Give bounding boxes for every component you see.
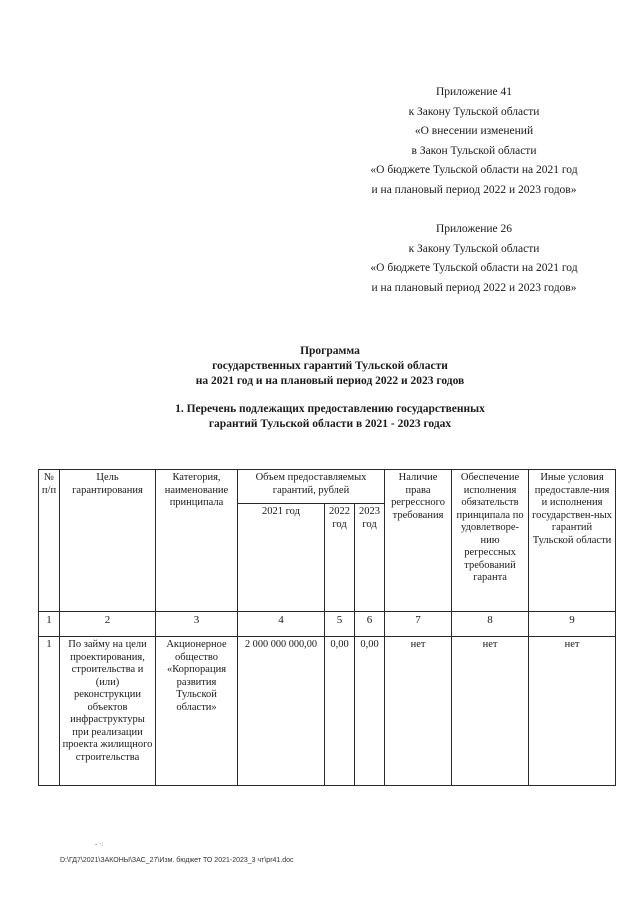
row-category: Акционерное общество «Корпорация развития Тульской области» <box>156 637 238 786</box>
row-amount-2023: 0,00 <box>355 637 385 786</box>
footer-file-path: D:\ГД7\2021\ЗАКОНЫ\ЗАС_27\Изм. бюджет ТО 2021-2023_3 чт\pr41.doc <box>60 857 294 864</box>
section-title-line: гарантий Тульской области в 2021 - 2023 годах <box>208 418 452 430</box>
row-num: 1 <box>39 637 60 786</box>
appendix-41-line: к Закону Тульской области <box>408 105 540 118</box>
appendix-26-block <box>340 220 608 298</box>
scan-mark: - ·: <box>95 840 104 848</box>
column-number: 2 <box>60 612 156 637</box>
column-number: 8 <box>452 612 529 637</box>
table-header-row <box>39 470 616 504</box>
column-number: 4 <box>238 612 325 637</box>
column-number: 6 <box>355 612 385 637</box>
appendix-41-line: в Закон Тульской области <box>411 144 537 157</box>
row-amount-2022: 0,00 <box>325 637 355 786</box>
program-title-line: государственных гарантий Тульской области <box>212 360 448 372</box>
appendix-26-line: и на плановый период 2022 и 2023 годов» <box>371 281 577 294</box>
appendix-26-line: к Закону Тульской области <box>408 242 540 255</box>
section-title-line: 1. Перечень подлежащих предоставлению государственных <box>175 403 485 415</box>
header-year-2023: 2023 год <box>355 504 385 612</box>
column-number: 1 <box>39 612 60 637</box>
appendix-26-line: «О бюджете Тульской области на 2021 год <box>370 262 578 274</box>
column-number: 7 <box>385 612 452 637</box>
header-regress: Наличие права регрессного требования <box>385 470 452 612</box>
program-title-line: Программа <box>300 345 360 357</box>
appendix-41-line: «О бюджете Тульской области на 2021 год <box>370 164 578 176</box>
column-number: 9 <box>529 612 616 637</box>
header-category: Категория, наименование принципала <box>156 470 238 612</box>
appendix-41-line: и на плановый период 2022 и 2023 годов» <box>371 183 577 196</box>
row-other-conditions: нет <box>529 637 616 786</box>
row-amount-2021: 2 000 000 000,00 <box>238 637 325 786</box>
column-number-row <box>39 612 616 637</box>
header-num: № п/п <box>39 470 60 612</box>
row-security: нет <box>452 637 529 786</box>
column-number: 3 <box>156 612 238 637</box>
guarantees-table <box>38 469 616 786</box>
program-title <box>120 344 540 389</box>
header-year-2021: 2021 год <box>238 504 325 612</box>
header-security: Обеспечение исполнения обязательств принципала по удовлетворе-нию регрессных требований гаранта <box>452 470 529 612</box>
table-row <box>39 637 616 786</box>
program-title-line: на 2021 год и на плановый период 2022 и 2023 годов <box>195 375 465 387</box>
header-year-2022: 2022 год <box>325 504 355 612</box>
header-purpose: Цель гарантирования <box>60 470 156 612</box>
column-number: 5 <box>325 612 355 637</box>
row-regress: нет <box>385 637 452 786</box>
section-title <box>120 402 540 432</box>
header-volume: Объем предоставляемых гарантий, рублей <box>238 470 385 504</box>
appendix-41-block <box>340 83 608 200</box>
row-purpose: По займу на цели проектирования, строительства и (или) реконструкции объектов инфраструктуры при реализации проекта жилищного строительства <box>60 637 156 786</box>
appendix-41-line: Приложение 41 <box>435 86 513 98</box>
appendix-26-line: Приложение 26 <box>435 223 513 235</box>
appendix-41-line: «О внесении изменений <box>414 125 534 137</box>
header-other-conditions: Иные условия предоставле-ния и исполнения государствен-ных гарантий Тульской области <box>529 470 616 612</box>
